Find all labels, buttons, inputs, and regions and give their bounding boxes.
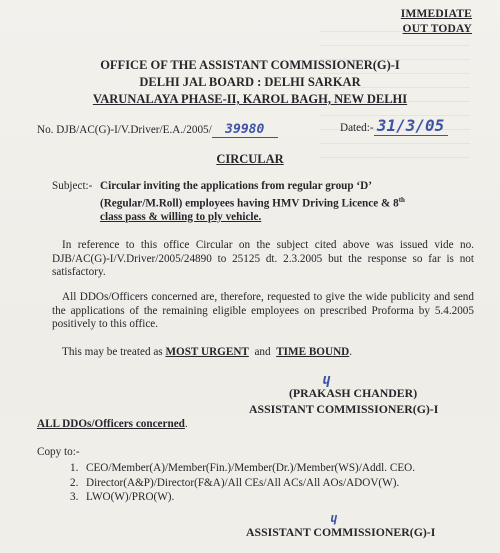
- body-paragraph-3: This may be treated as MOST URGENT and TIME BOUND.: [62, 346, 353, 358]
- subject-text: [100, 180, 476, 224]
- reference-number: [37, 122, 278, 138]
- addressee: ALL DDOs/Officers concerned: [37, 418, 185, 430]
- reference-number-handwritten: 39980: [212, 122, 278, 138]
- copy-to-list: [70, 461, 415, 505]
- copy-to-label: Copy to:-: [37, 446, 80, 458]
- signature2-designation: ASSISTANT COMMISSIONER(G)-I: [246, 525, 436, 539]
- subject-line-1: Circular inviting the applications from regular group ‘D’: [100, 180, 372, 192]
- time-bound: TIME BOUND: [276, 346, 350, 358]
- dated-field: [340, 116, 448, 136]
- list-item: 2. Director(A&P)/Director(F&A)/All CEs/All ACs/All AOs/ADOV(W).: [70, 476, 400, 489]
- list-item: 1. CEO/Member(A)/Member(Fin.)/Member(Dr.)/Member(WS)/Addl. CEO.: [70, 462, 416, 474]
- body-paragraph-1: In reference to this office Circular on the subject cited above was issued vide no. DJB/AC(G)-I/V.Driver/2005/24890 to 25125 dt. 2.3.2005 but the response so far is not satisfactory.: [52, 239, 474, 279]
- signature-designation: ASSISTANT COMMISSIONER(G)-I: [249, 402, 439, 416]
- circular-title: CIRCULAR: [216, 152, 284, 166]
- stamp-immediate: IMMEDIATE: [400, 8, 472, 20]
- most-urgent: MOST URGENT: [165, 346, 249, 358]
- subject-label: Subject:-: [52, 180, 93, 192]
- subject-line-2: (Regular/M.Roll) employees having HMV Driving Licence & 8th: [100, 195, 405, 210]
- date-handwritten: 31/3/05: [374, 116, 448, 136]
- signature-initial-mark: ɥ: [322, 372, 331, 388]
- header-board: DELHI JAL BOARD : DELHI SARKAR: [139, 75, 361, 89]
- subject-line-3: class pass & willing to ply vehicle.: [100, 210, 262, 223]
- signature2-initial-mark: ɥ: [330, 511, 338, 525]
- body-paragraph-2: All DDOs/Officers concerned are, therefore, requested to give the wide publicity and send the applications of the remaining eligible employees on prescribed Proforma by 5.4.2005 positively to this office.: [52, 291, 474, 331]
- signature-name: (PRAKASH CHANDER): [289, 386, 418, 400]
- reference-number-prefix: No. DJB/AC(G)-I/V.Driver/E.A./2005/: [37, 124, 212, 136]
- stamp-out-today: OUT TODAY: [402, 23, 472, 35]
- header-office: OFFICE OF THE ASSISTANT COMMISSIONER(G)-I: [100, 58, 400, 72]
- list-item: 3. LWO(W)/PRO(W).: [70, 491, 175, 504]
- dated-label: Dated:-: [340, 122, 374, 134]
- header-address: VARUNALAYA PHASE-II, KAROL BAGH, NEW DELHI: [92, 92, 408, 106]
- addressee-line: ALL DDOs/Officers concerned.: [37, 418, 188, 430]
